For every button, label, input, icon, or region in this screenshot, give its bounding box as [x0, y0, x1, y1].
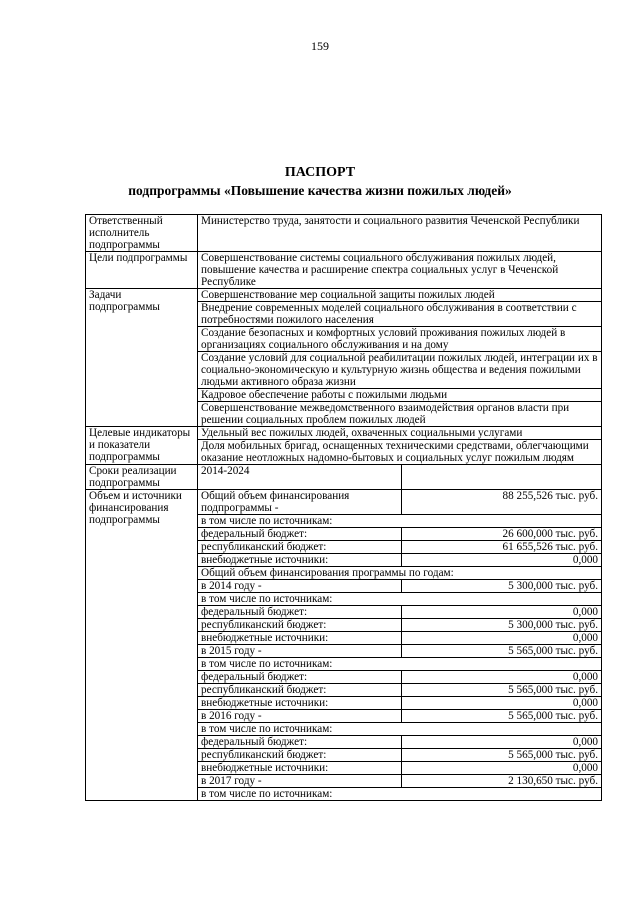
task-item: Внедрение современных моделей социального обслуживания в соответствии с потребностями пожилого населения	[198, 302, 602, 327]
funding-label: республиканский бюджет:	[198, 684, 402, 697]
row-label: Цели подпрограммы	[86, 252, 198, 289]
funding-label: Общий объем финансирования программы по годам:	[198, 567, 602, 580]
funding-value: 0,000	[402, 671, 602, 684]
funding-label: в том числе по источникам:	[198, 723, 602, 736]
passport-table	[85, 214, 602, 801]
funding-value: 5 565,000 тыс. руб.	[402, 749, 602, 762]
funding-label: внебюджетные источники:	[198, 554, 402, 567]
year-label: в 2016 году -	[198, 710, 402, 723]
funding-label: федеральный бюджет:	[198, 528, 402, 541]
task-item: Создание безопасных и комфортных условий проживания пожилых людей в организациях социального обслуживания и на дому	[198, 327, 602, 352]
funding-value: 0,000	[402, 697, 602, 710]
funding-label: республиканский бюджет:	[198, 619, 402, 632]
funding-label: внебюджетные источники:	[198, 632, 402, 645]
funding-label: федеральный бюджет:	[198, 606, 402, 619]
table-row	[86, 289, 602, 302]
indicator-item: Удельный вес пожилых людей, охваченных социальными услугами	[198, 427, 602, 440]
table-row	[86, 465, 602, 490]
task-item: Совершенствование межведомственного взаимодействия органов власти при решении социальных проблем пожилых людей	[198, 402, 602, 427]
funding-label: внебюджетные источники:	[198, 762, 402, 775]
funding-label: в том числе по источникам:	[198, 658, 602, 671]
row-label: Задачи подпрограммы	[86, 289, 198, 427]
funding-label: республиканский бюджет:	[198, 541, 402, 554]
year-label: в 2017 году -	[198, 775, 402, 788]
table-row	[86, 490, 602, 515]
funding-label: Общий объем финансирования подпрограммы -	[198, 490, 402, 515]
funding-label: в том числе по источникам:	[198, 788, 602, 801]
table-row	[86, 427, 602, 440]
row-value: 2014-2024	[198, 465, 402, 490]
funding-label: федеральный бюджет:	[198, 671, 402, 684]
indicator-item: Доля мобильных бригад, оснащенных техническими средствами, облегчающими оказание неотложных надомно-бытовых и социальных услуг пожилым людям	[198, 440, 602, 465]
funding-label: в том числе по источникам:	[198, 515, 602, 528]
page-title: ПАСПОРТ	[284, 165, 356, 180]
funding-label: республиканский бюджет:	[198, 749, 402, 762]
year-total: 2 130,650 тыс. руб.	[402, 775, 602, 788]
year-total: 5 565,000 тыс. руб.	[402, 645, 602, 658]
year-label: в 2015 году -	[198, 645, 402, 658]
funding-value: 5 565,000 тыс. руб.	[402, 684, 602, 697]
row-value: Министерство труда, занятости и социального развития Чеченской Республики	[198, 215, 602, 252]
funding-value: 5 300,000 тыс. руб.	[402, 619, 602, 632]
funding-value: 26 600,000 тыс. руб.	[402, 528, 602, 541]
year-total: 5 300,000 тыс. руб.	[402, 580, 602, 593]
funding-label: в том числе по источникам:	[198, 593, 602, 606]
funding-value: 0,000	[402, 606, 602, 619]
row-label: Объем и источники финансирования подпрограммы	[86, 490, 198, 801]
task-item: Кадровое обеспечение работы с пожилыми людьми	[198, 389, 602, 402]
row-label: Целевые индикаторы и показатели подпрограммы	[86, 427, 198, 465]
year-label: в 2014 году -	[198, 580, 402, 593]
empty-cell	[402, 465, 602, 490]
task-item: Создание условий для социальной реабилитации пожилых людей, интеграции их в социально-экономическую и культурную жизнь общества и ведения пожилыми людьми активного образа жизни	[198, 352, 602, 389]
task-item: Совершенствование мер социальной защиты пожилых людей	[198, 289, 602, 302]
table-row	[86, 215, 602, 252]
funding-value: 0,000	[402, 554, 602, 567]
page-subtitle: подпрограммы «Повышение качества жизни пожилых людей»	[128, 183, 512, 198]
funding-value: 0,000	[402, 762, 602, 775]
year-total: 5 565,000 тыс. руб.	[402, 710, 602, 723]
page-number: 159	[311, 39, 329, 53]
funding-value: 88 255,526 тыс. руб.	[402, 490, 602, 515]
funding-value: 61 655,526 тыс. руб.	[402, 541, 602, 554]
funding-value: 0,000	[402, 632, 602, 645]
funding-label: внебюджетные источники:	[198, 697, 402, 710]
funding-label: федеральный бюджет:	[198, 736, 402, 749]
table-row	[86, 252, 602, 289]
row-value: Совершенствование системы социального обслуживания пожилых людей, повышение качества и расширение спектра социальных услуг в Чеченской Республике	[198, 252, 602, 289]
funding-value: 0,000	[402, 736, 602, 749]
row-label: Ответственный исполнитель подпрограммы	[86, 215, 198, 252]
row-label: Сроки реализации подпрограммы	[86, 465, 198, 490]
